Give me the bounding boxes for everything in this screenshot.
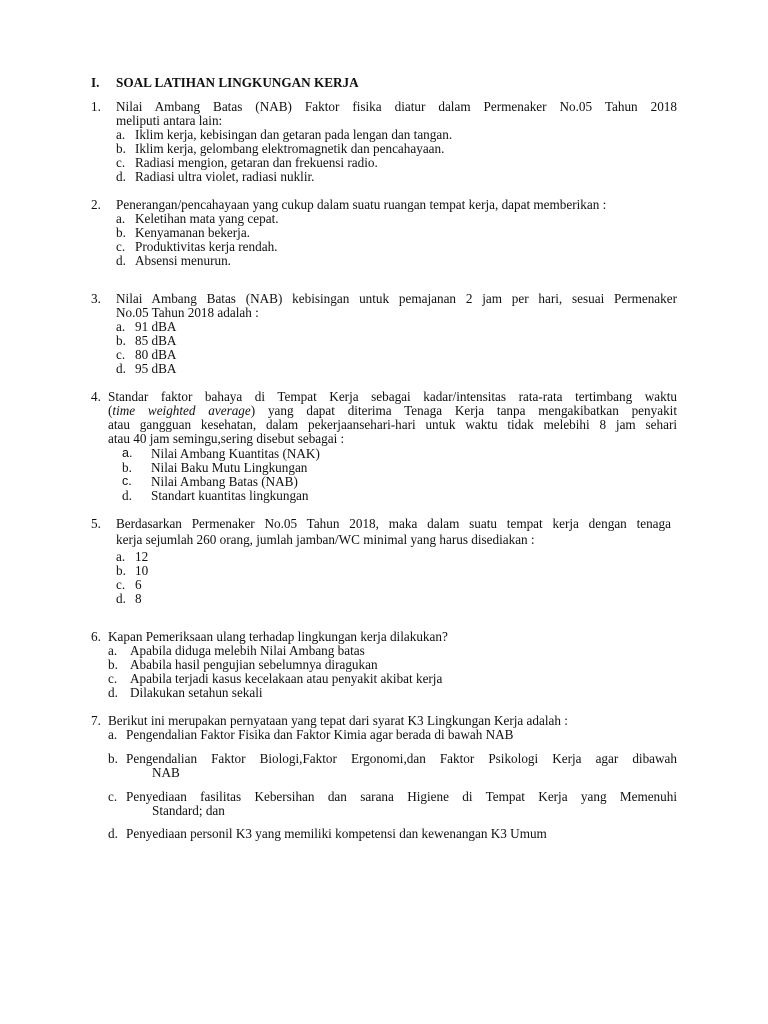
option-text: 8 (135, 591, 142, 606)
question-text-line: No.05 Tahun 2018 adalah : (116, 305, 259, 320)
option-letter: b. (116, 141, 126, 156)
option-text: 95 dBA (135, 361, 177, 376)
option-letter: a. (108, 643, 118, 658)
option-letter: a. (116, 127, 126, 142)
option-text: Absensi menurun. (135, 253, 231, 268)
option-text: Nilai Baku Mutu Lingkungan (151, 460, 308, 475)
option-letter: c. (108, 789, 118, 804)
option-text: Apabila diduga melebih Nilai Ambang batas (130, 643, 365, 658)
option-letter: b. (116, 333, 126, 348)
option-text: 6 (135, 577, 142, 592)
option-letter: c. (116, 577, 126, 592)
question-text-line: Penerangan/pencahayaan yang cukup dalam suatu ruangan tempat kerja, dapat memberikan : (116, 197, 607, 212)
question-number: 2. (91, 197, 101, 212)
section-number: I. (91, 75, 100, 90)
question-number: 3. (91, 291, 101, 306)
question-text-line: meliputi antara lain: (116, 113, 223, 128)
option-text: Nilai Ambang Kuantitas (NAK) (151, 446, 320, 461)
option-text: 80 dBA (135, 347, 177, 362)
option-letter: a. (116, 319, 126, 334)
option-text: 91 dBA (135, 319, 177, 334)
paren-open: ( (108, 403, 113, 418)
option-text: Penyediaan personil K3 yang memiliki kompetensi dan kewenangan K3 Umum (126, 826, 547, 841)
question-text-line: kerja sejumlah 260 orang, jumlah jamban/WC minimal yang harus disediakan : (116, 532, 535, 547)
option-letter: b. (108, 657, 118, 672)
question-text-line (108, 403, 677, 418)
question-text-line: Nilai Ambang Batas (NAB) Faktor fisika diatur dalam Permenaker No.05 Tahun 2018 (116, 99, 677, 114)
question-number: 7. (91, 713, 101, 728)
option-text-continuation: NAB (152, 765, 180, 780)
option-text: Nilai Ambang Batas (NAB) (151, 474, 298, 489)
question-text-line: Berikut ini merupakan pernyataan yang tepat dari syarat K3 Lingkungan Kerja adalah : (108, 713, 568, 728)
option-text: Standart kuantitas lingkungan (151, 488, 309, 503)
option-letter: c. (122, 474, 132, 488)
option-text: Keletihan mata yang cepat. (135, 211, 279, 226)
option-letter: d. (108, 826, 118, 841)
option-text: Kenyamanan bekerja. (135, 225, 250, 240)
option-letter: b. (108, 751, 118, 766)
option-letter: c. (116, 239, 126, 254)
option-text: 85 dBA (135, 333, 177, 348)
text-rest: ) yang dapat diterima Tenaga Kerja tanpa mengakibatkan penyakit (250, 403, 677, 418)
option-letter: d. (122, 488, 132, 503)
question-text-line: Standar faktor bahaya di Tempat Kerja sebagai kadar/intensitas rata-rata tertimbang waktu (108, 389, 677, 404)
option-text: Pengendalian Faktor Fisika dan Faktor Kimia agar berada di bawah NAB (126, 727, 514, 742)
option-letter: c. (116, 347, 126, 362)
question-text-line: Berdasarkan Permenaker No.05 Tahun 2018, maka dalam suatu tempat kerja dengan tenaga (116, 516, 671, 531)
option-letter: a. (116, 211, 126, 226)
question-text-line: Nilai Ambang Batas (NAB) kebisingan untuk pemajanan 2 jam per hari, sesuai Permenaker (116, 291, 677, 306)
option-text: Iklim kerja, gelombang elektromagnetik dan pencahayaan. (135, 141, 445, 156)
question-number: 1. (91, 99, 101, 114)
question-text-line: atau gangguan kesehatan, dalam pekerjaansehari-hari untuk waktu tidak melebihi 8 jam sehari (108, 417, 677, 432)
question-number: 5. (91, 516, 101, 531)
question-number: 6. (91, 629, 101, 644)
option-text: Produktivitas kerja rendah. (135, 239, 278, 254)
option-letter: a. (116, 549, 126, 564)
option-text: Dilakukan setahun sekali (130, 685, 263, 700)
option-letter: d. (108, 685, 118, 700)
option-text: Penyediaan fasilitas Kebersihan dan sarana Higiene di Tempat Kerja yang Memenuhi (126, 789, 677, 804)
option-text: 10 (135, 563, 149, 578)
option-letter: a. (108, 727, 118, 742)
option-letter: b. (116, 563, 126, 578)
option-text: 12 (135, 549, 149, 564)
question-text-line: Kapan Pemeriksaan ulang terhadap lingkungan kerja dilakukan? (108, 629, 448, 644)
question-number: 4. (91, 389, 101, 404)
option-text: Apabila terjadi kasus kecelakaan atau penyakit akibat kerja (130, 671, 443, 686)
option-letter: b. (116, 225, 126, 240)
option-letter: d. (116, 169, 126, 184)
option-text: Radiasi mengion, getaran dan frekuensi radio. (135, 155, 378, 170)
option-letter: d. (116, 591, 126, 606)
option-letter: c. (108, 671, 118, 686)
option-text: Iklim kerja, kebisingan dan getaran pada lengan dan tangan. (135, 127, 453, 142)
option-text-continuation: Standard; dan (152, 803, 225, 818)
section-title: SOAL LATIHAN LINGKUNGAN KERJA (116, 75, 359, 90)
option-text: Ababila hasil pengujian sebelumnya diragukan (130, 657, 378, 672)
option-text: Pengendalian Faktor Biologi,Faktor Ergonomi,dan Faktor Psikologi Kerja agar dibawah (126, 751, 677, 766)
option-letter: c. (116, 155, 126, 170)
italic-term: time weighted average (112, 403, 251, 418)
option-letter: b. (122, 460, 132, 475)
option-letter: a. (122, 446, 133, 460)
option-letter: d. (116, 253, 126, 268)
option-letter: d. (116, 361, 126, 376)
question-text-line: atau 40 jam semingu,sering disebut sebagai : (108, 431, 345, 446)
option-text: Radiasi ultra violet, radiasi nuklir. (135, 169, 315, 184)
